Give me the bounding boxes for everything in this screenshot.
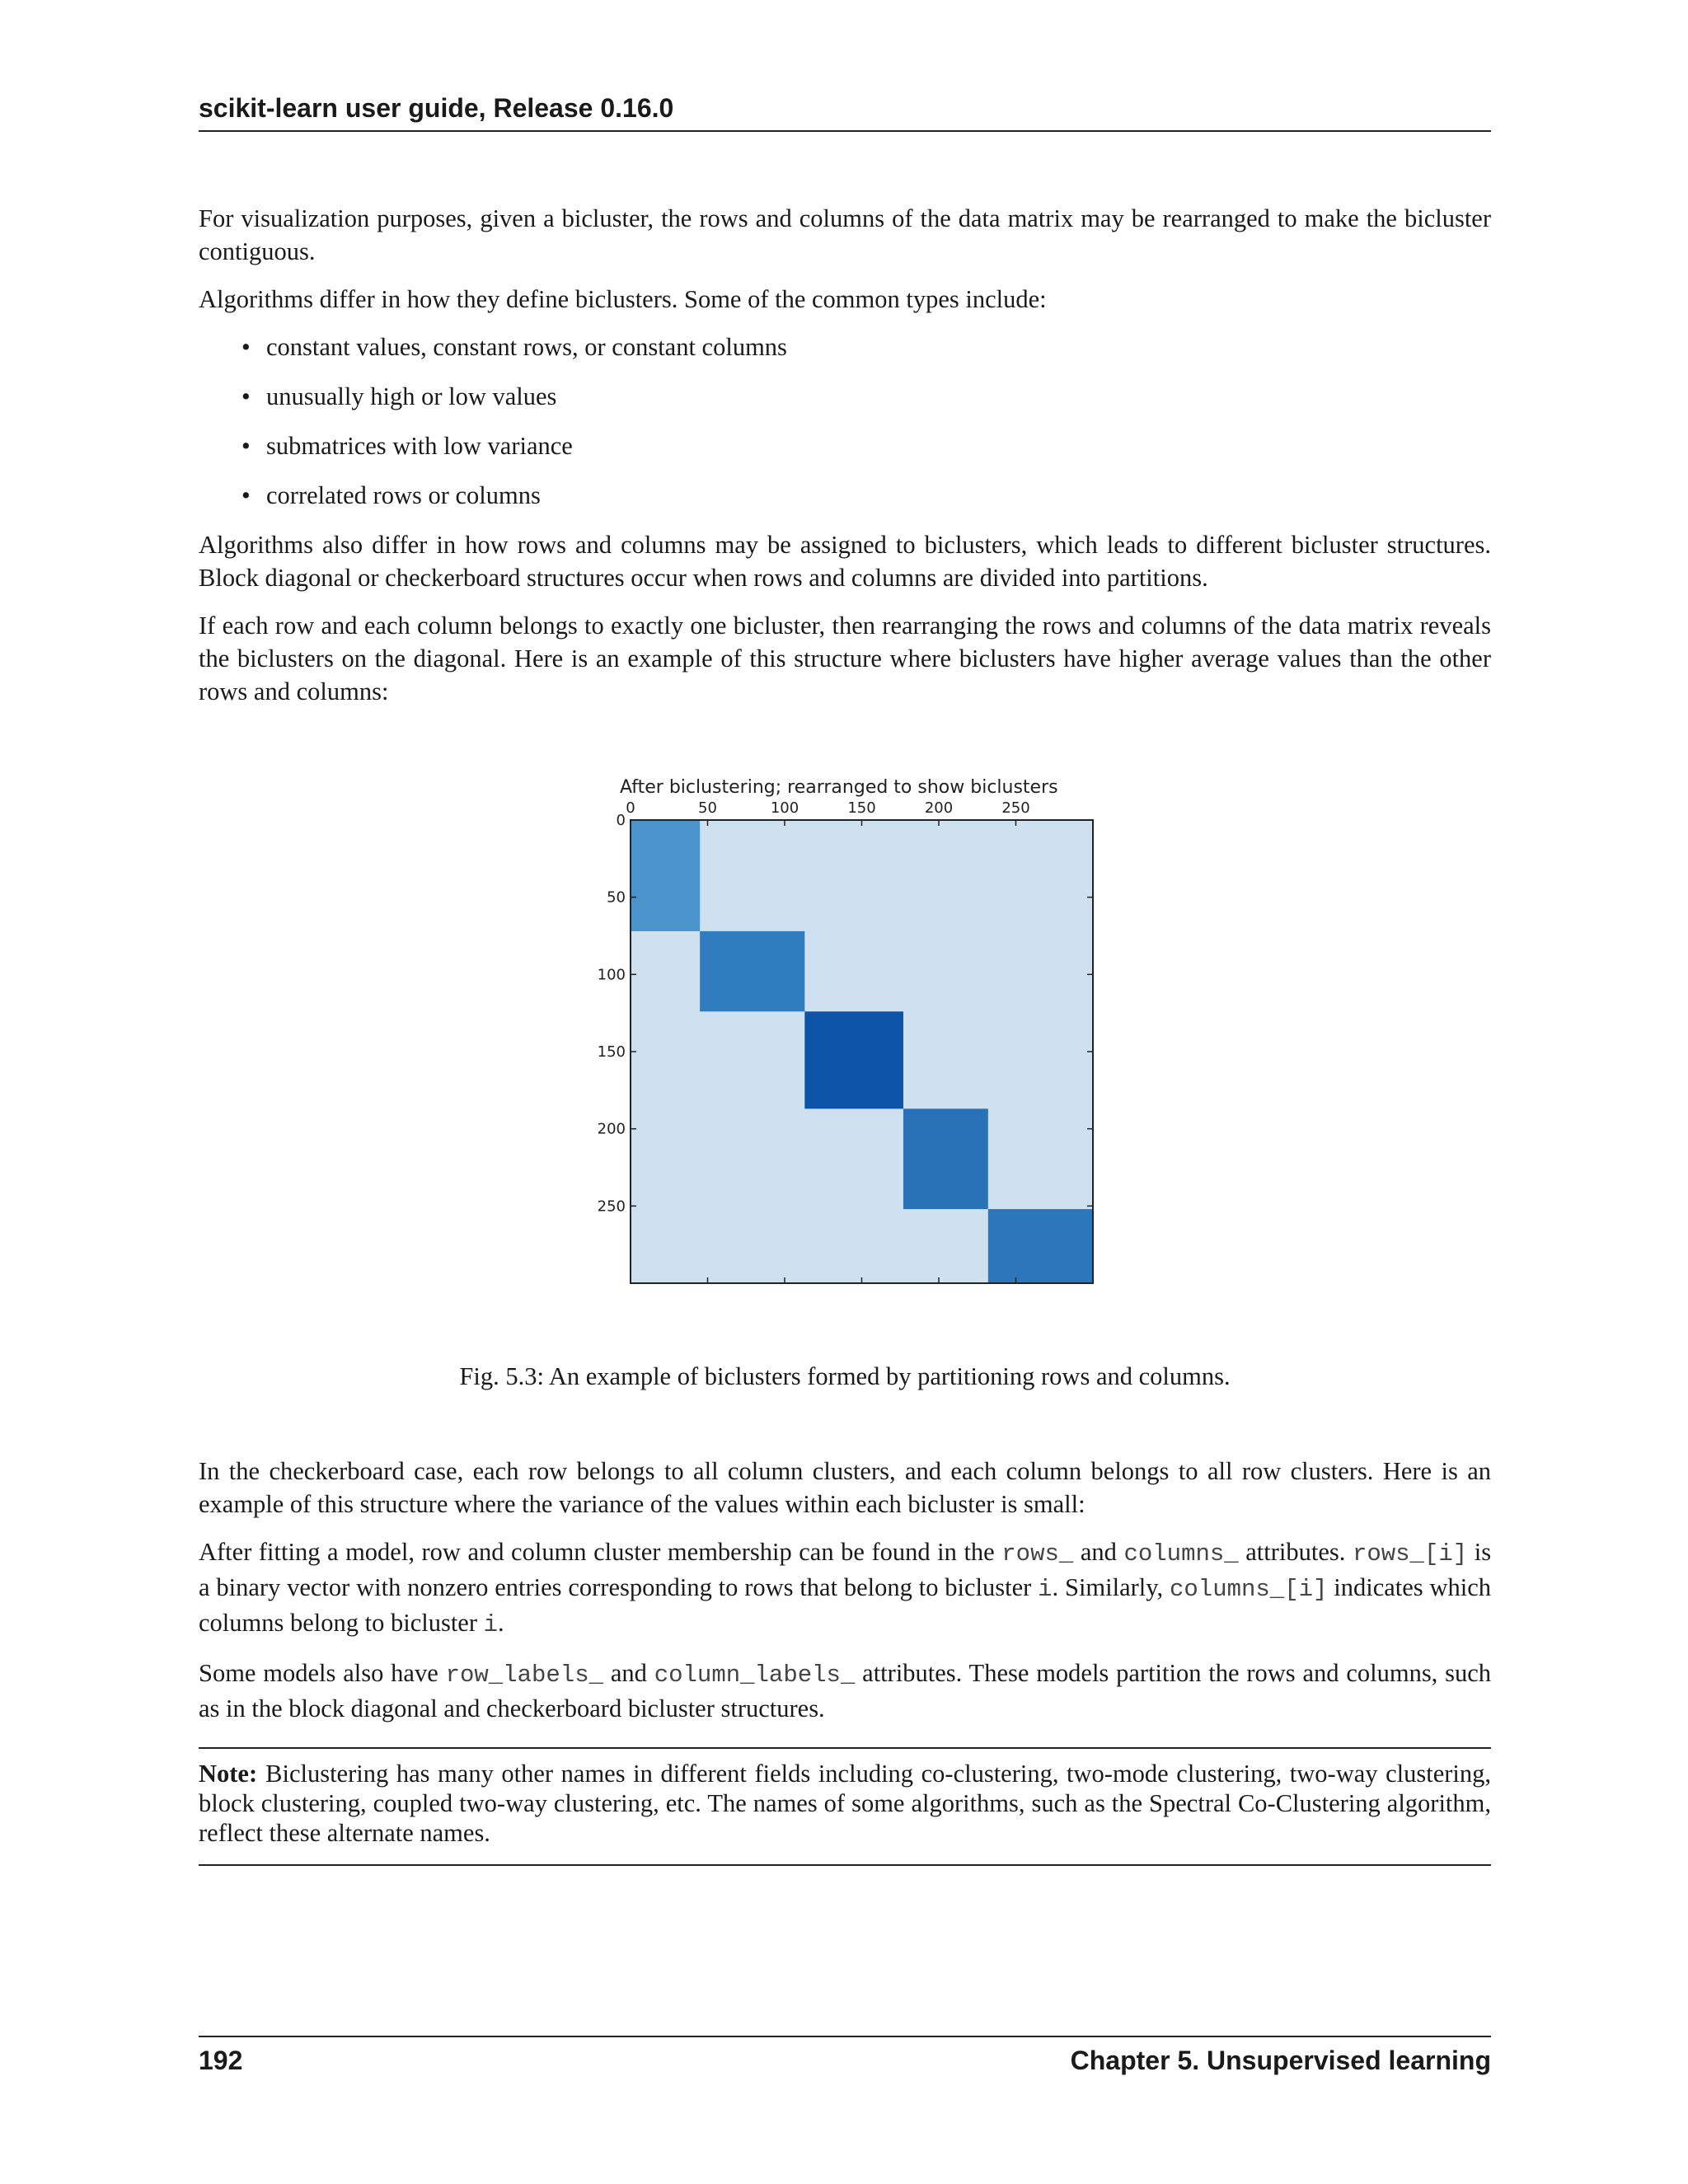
figure — [199, 762, 1491, 1306]
page-number: 192 — [199, 2046, 243, 2075]
x-tick-label: 100 — [770, 799, 799, 817]
paragraph: If each row and each column belongs to exactly one bicluster, then rearranging the rows and columns of the data matrix reveals the biclusters on the diagonal. Here is an example of this structure where biclusters have higher average values than the other rows and columns: — [199, 612, 1491, 705]
paragraph: For visualization purposes, given a bicluster, the rows and columns of the data matrix may be rearranged to make the bicluster contiguous. — [199, 204, 1491, 265]
text-run: and — [1080, 1538, 1117, 1566]
paragraph: Algorithms also differ in how rows and columns may be assigned to biclusters, which leads to different bicluster structures. Block diagonal or checkerboard structures occur when rows and columns are divided into partitions. — [199, 531, 1491, 592]
y-tick-label: 0 — [616, 812, 626, 829]
running-footer — [199, 2044, 1491, 2077]
y-tick-label: 150 — [597, 1043, 626, 1061]
text-run: After fitting a model, row and column cluster membership can be found in the — [199, 1538, 995, 1566]
text-run: . — [498, 1609, 504, 1637]
running-header: scikit-learn user guide, Release 0.16.0 — [199, 93, 674, 123]
bicluster-block-5 — [988, 1209, 1093, 1283]
document-page — [199, 0, 1491, 2184]
y-tick-label: 250 — [597, 1197, 626, 1216]
paragraph: Algorithms differ in how they define biclusters. Some of the common types include: — [199, 285, 1047, 313]
text-run: . Similarly, — [1052, 1573, 1164, 1601]
bicluster-block-2 — [700, 931, 804, 1011]
list-item: • unusually high or low values — [232, 380, 1491, 413]
list-item: • correlated rows or columns — [232, 479, 1491, 512]
paragraph — [199, 1535, 1491, 1642]
y-tick-label: 100 — [597, 966, 626, 984]
x-tick-label: 50 — [698, 799, 717, 817]
note-box — [199, 1747, 1491, 1866]
paragraph — [199, 1657, 1491, 1725]
heatmap-chart — [199, 762, 1491, 1306]
code-columns: columns_ — [1123, 1540, 1239, 1568]
y-tick-label: 200 — [597, 1120, 626, 1138]
header-rule — [199, 130, 1491, 132]
code-column-labels: column_labels_ — [654, 1661, 856, 1689]
text-run: attributes. These models partition the rows and columns, such as in the block diagonal and checkerboard bicluster structures. — [199, 1659, 1492, 1722]
x-tick-label: 150 — [847, 799, 876, 817]
attributes-section — [199, 1455, 1491, 1740]
x-tick-label: 0 — [626, 799, 635, 817]
bicluster-block-4 — [903, 1108, 988, 1209]
code-columns-i: columns_[i] — [1169, 1576, 1328, 1603]
chapter-title: Chapter 5. Unsupervised learning — [1070, 2046, 1491, 2075]
text-run: indicates which columns belong to bicluster — [199, 1573, 1492, 1637]
text-run: attributes. — [1245, 1538, 1346, 1566]
list-item: • constant values, constant rows, or constant columns — [232, 330, 1491, 363]
paragraph: In the checkerboard case, each row belongs to all column clusters, and each column belongs to all row clusters. Here is an example of this structure where the variance of the values within each bicluster is small: — [199, 1457, 1491, 1518]
chart-title: After biclustering; rearranged to show biclusters — [620, 777, 1058, 798]
bicluster-types-list — [199, 330, 1491, 512]
footer-rule — [199, 2036, 1491, 2037]
note-label: Note: — [199, 1760, 258, 1788]
text-run: is a binary vector with nonzero entries corresponding to rows that belong to bicluster — [199, 1538, 1492, 1601]
bicluster-block-3 — [804, 1011, 903, 1108]
text-run: and — [610, 1659, 647, 1687]
note-text: Biclustering has many other names in different fields including co-clustering, two-mode clustering, two-way clustering, block clustering, coupled two-way clustering, etc. The names of some algorithms, such as the Spectral Co-Clustering algorithm, reflect these alternate names. — [199, 1760, 1491, 1847]
code-row-labels: row_labels_ — [445, 1661, 603, 1689]
code-i: i — [1038, 1576, 1053, 1603]
text-run: Some models also have — [199, 1659, 438, 1687]
x-tick-label: 200 — [924, 799, 954, 817]
x-tick-label: 250 — [1001, 799, 1030, 817]
figure-caption: Fig. 5.3: An example of biclusters formed by partitioning rows and columns. — [459, 1362, 1231, 1390]
code-i: i — [483, 1611, 499, 1638]
code-rows: rows_ — [1001, 1540, 1074, 1568]
code-rows-i: rows_[i] — [1352, 1540, 1468, 1568]
y-tick-label: 50 — [607, 888, 626, 907]
list-item: • submatrices with low variance — [232, 429, 1491, 462]
intro-section — [199, 202, 1491, 723]
bicluster-block-1 — [631, 820, 700, 931]
